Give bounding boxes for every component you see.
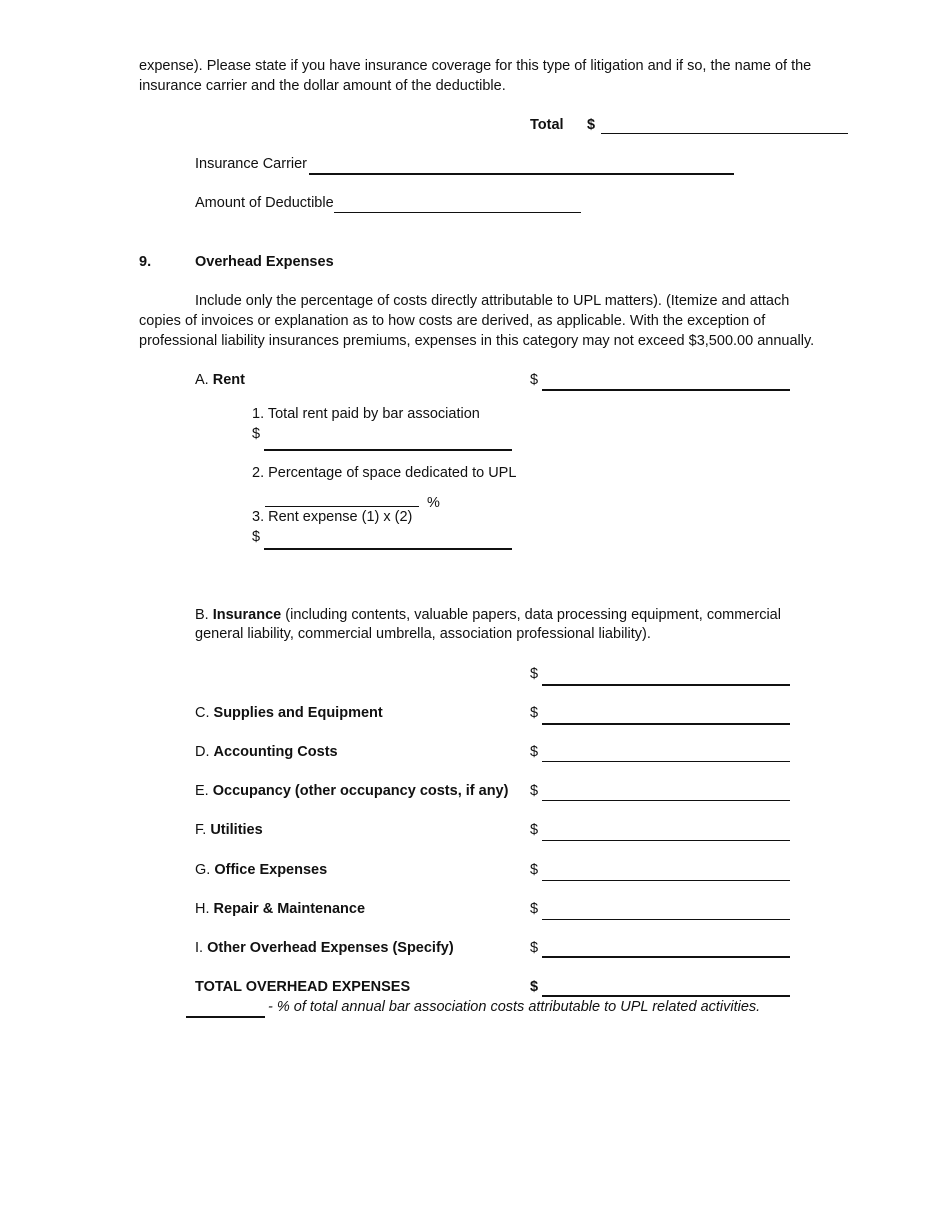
occupancy-currency: $ <box>530 783 539 799</box>
supplies-currency: $ <box>530 705 539 721</box>
insurance-label: Insurance <box>212 607 282 623</box>
deductible-label: Amount of Deductible <box>195 195 334 211</box>
utilities-row <box>195 821 263 839</box>
repair-amount-field[interactable] <box>542 919 790 920</box>
insurance-currency: $ <box>530 666 539 682</box>
occupancy-amount-field[interactable] <box>542 800 790 801</box>
accounting-currency: $ <box>530 744 539 760</box>
repair-currency: $ <box>530 901 539 917</box>
rent-sub-3-currency: $ <box>252 529 261 545</box>
footnote: - % of total annual bar association costs attributable to UPL related activities. <box>268 999 761 1015</box>
instructions-line-1: Include only the percentage of costs directly attributable to UPL matters). (Itemize and attach <box>195 293 790 309</box>
total-currency: $ <box>587 117 596 133</box>
insurance-carrier-label: Insurance Carrier <box>195 156 308 172</box>
item-prefix: D. <box>195 744 210 760</box>
item-label: Utilities <box>210 822 263 838</box>
item-label: Occupancy (other occupancy costs, if any) <box>212 783 509 799</box>
item-prefix: H. <box>195 901 210 917</box>
item-label: Accounting Costs <box>213 744 338 760</box>
percent-sign: % <box>427 495 440 511</box>
occupancy-row <box>195 782 508 800</box>
item-label: Repair & Maintenance <box>213 901 366 917</box>
office-expenses-amount-field[interactable] <box>542 880 790 881</box>
deductible-field[interactable] <box>334 212 581 213</box>
supplies-amount-field[interactable] <box>542 723 790 725</box>
utilities-amount-field[interactable] <box>542 840 790 841</box>
item-prefix: I. <box>195 940 204 956</box>
intro-line-1: expense). Please state if you have insurance coverage for this type of litigation and if so, the name of the <box>139 58 812 74</box>
upl-space-percent-field[interactable] <box>265 506 419 507</box>
insurance-carrier-field[interactable] <box>309 173 734 175</box>
item-prefix: F. <box>195 822 207 838</box>
total-label: Total <box>530 117 564 133</box>
instructions-line-2: copies of invoices or explanation as to how costs are derived, as applicable. With the exception of <box>139 313 766 329</box>
insurance-desc-2: general liability, commercial umbrella, association professional liability). <box>195 626 651 642</box>
rent-row <box>195 371 245 389</box>
insurance-prefix: B. <box>195 607 209 623</box>
intro-line-2: insurance carrier and the dollar amount of the deductible. <box>139 78 506 94</box>
item-prefix: E. <box>195 783 209 799</box>
item-label: Supplies and Equipment <box>213 705 383 721</box>
item-prefix: G. <box>195 862 211 878</box>
total-overhead-label: TOTAL OVERHEAD EXPENSES <box>195 979 411 995</box>
total-overhead-currency: $ <box>530 979 539 995</box>
section-number: 9. <box>139 254 152 270</box>
upl-percent-field[interactable] <box>186 1016 265 1018</box>
office-expenses-row <box>195 861 327 879</box>
other-overhead-amount-field[interactable] <box>542 956 790 958</box>
insurance-desc-1: (including contents, valuable papers, data processing equipment, commercial <box>285 607 781 623</box>
item-label: Other Overhead Expenses (Specify) <box>207 940 454 956</box>
utilities-currency: $ <box>530 822 539 838</box>
item-label: Office Expenses <box>214 862 328 878</box>
rent-prefix: A. <box>195 372 209 388</box>
item-prefix: C. <box>195 705 210 721</box>
insurance-row-line-1 <box>195 606 781 624</box>
rent-sub-2-label: 2. Percentage of space dedicated to UPL <box>252 465 517 481</box>
total-amount-field[interactable] <box>601 133 848 134</box>
rent-sub-1-label: 1. Total rent paid by bar association <box>252 406 480 422</box>
rent-expense-field[interactable] <box>264 548 512 550</box>
rent-amount-field[interactable] <box>542 389 790 391</box>
total-overhead-amount-field[interactable] <box>542 995 790 997</box>
supplies-row <box>195 704 383 722</box>
insurance-amount-field[interactable] <box>542 684 790 686</box>
rent-sub-1-currency: $ <box>252 426 261 442</box>
other-overhead-row <box>195 939 454 957</box>
total-rent-field[interactable] <box>264 449 512 451</box>
repair-row <box>195 900 365 918</box>
other-overhead-currency: $ <box>530 940 539 956</box>
rent-sub-3-label: 3. Rent expense (1) x (2) <box>252 509 413 525</box>
office-expenses-currency: $ <box>530 862 539 878</box>
rent-currency: $ <box>530 372 539 388</box>
rent-label: Rent <box>212 372 245 388</box>
accounting-row <box>195 743 338 761</box>
instructions-line-3: professional liability insurances premiums, expenses in this category may not exceed $3,500.00 annually. <box>139 333 815 349</box>
section-title: Overhead Expenses <box>195 254 334 270</box>
accounting-amount-field[interactable] <box>542 761 790 762</box>
